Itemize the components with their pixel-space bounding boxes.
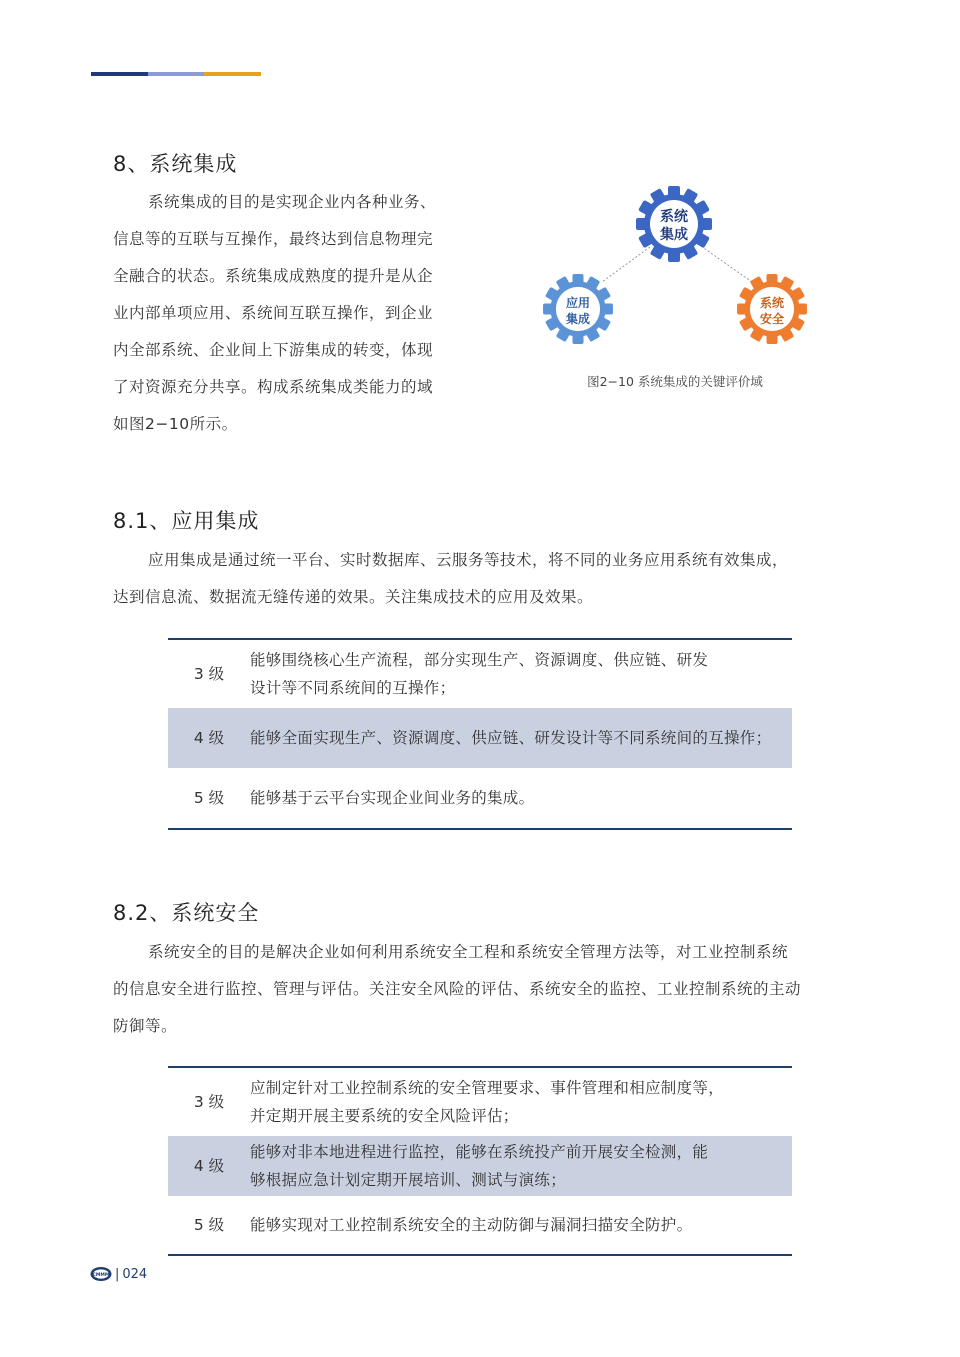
level-description [250,1211,792,1239]
paragraph-line: 的信息安全进行监控、管理与评估。关注安全风险的评估、系统安全的监控、工业控制系统的主动 [113,980,802,998]
section-title: 8、系统集成 [113,152,238,176]
paragraph-line: 系统集成的目的是实现企业内各种业务、 [148,193,437,211]
paragraph-line: 系统安全的目的是解决企业如何利用系统安全工程和系统安全管理方法等，对工业控制系统 [148,943,789,961]
section-title: 8.2、系统安全 [113,901,260,925]
description-line: 能够对非本地进程进行监控，能够在系统投产前开展安全检测，能 [250,1143,709,1161]
level-table [168,638,792,830]
description-line: 能够基于云平台实现企业间业务的集成。 [250,789,535,807]
gear-left-label: 集成 [566,311,590,326]
logo-icon [90,1266,112,1282]
paragraph-line: 信息等的互联与互操作，最终达到信息物理完 [113,230,434,248]
gear-right-label: 安全 [760,311,784,326]
gear-icon [543,274,613,344]
level-description [250,1138,792,1194]
paragraph-line: 全融合的状态。系统集成成熟度的提升是从企 [113,267,434,285]
svg-text:CMMM: CMMM [92,1273,110,1278]
table-row [168,1196,792,1254]
level-description [250,784,792,812]
description-line: 设计等不同系统间的互操作； [250,679,456,697]
level-description [250,646,792,702]
level-label: 5 级 [193,1216,225,1234]
paragraph-line: 达到信息流、数据流无缝传递的效果。关注集成技术的应用及效果。 [113,588,594,606]
level-label: 3 级 [193,1093,225,1111]
section-paragraph [113,184,473,443]
top-accent-bar [91,72,261,76]
gear-left-label: 应用 [566,296,590,311]
gear-top-label: 系统 [660,209,688,225]
table-row [168,1136,792,1196]
paragraph-line: 应用集成是通过统一平台、实时数据库、云服务等技术，将不同的业务应用系统有效集成， [148,551,789,569]
paragraph-line: 如图2−10所示。 [113,415,238,433]
footer-separator: | [115,1266,120,1282]
table-row [168,640,792,708]
gear-icon [737,274,807,344]
figure-caption: 图2−10 系统集成的关键评价域 [587,374,763,389]
description-line: 并定期开展主要系统的安全风险评估； [250,1107,519,1125]
gear-icon [636,186,712,262]
level-label: 4 级 [193,729,225,747]
level-description [250,724,792,752]
paragraph-line: 内全部系统、企业间上下游集成的转变，体现 [113,341,434,359]
level-table [168,1066,792,1256]
page-number: 024 [122,1266,148,1282]
page-footer [90,1266,147,1282]
table-row [168,708,792,768]
gear-diagram-svg [530,182,830,362]
paragraph-line: 业内部单项应用、系统间互联互操作，到企业 [113,304,434,322]
section-paragraph [113,542,853,616]
description-line: 够根据应急计划定期开展培训、测试与演练； [250,1171,567,1189]
table-row [168,1068,792,1136]
description-line: 能够全面实现生产、资源调度、供应链、研发设计等不同系统间的互操作； [250,729,772,747]
section-paragraph [113,934,858,1045]
level-label: 3 级 [193,665,225,683]
level-label: 4 级 [193,1157,225,1175]
gear-diagram [530,182,830,362]
description-line: 应制定针对工业控制系统的安全管理要求、事件管理和相应制度等， [250,1079,725,1097]
paragraph-line: 防御等。 [113,1017,178,1035]
gear-top-label: 集成 [660,227,688,243]
description-line: 能够围绕核心生产流程，部分实现生产、资源调度、供应链、研发 [250,651,709,669]
description-line: 能够实现对工业控制系统安全的主动防御与漏洞扫描安全防护。 [250,1216,693,1234]
level-description [250,1074,792,1130]
paragraph-line: 了对资源充分共享。构成系统集成类能力的域 [113,378,434,396]
gear-right-label: 系统 [760,296,784,311]
section-title: 8.1、应用集成 [113,509,260,533]
level-label: 5 级 [193,789,225,807]
table-row [168,768,792,828]
